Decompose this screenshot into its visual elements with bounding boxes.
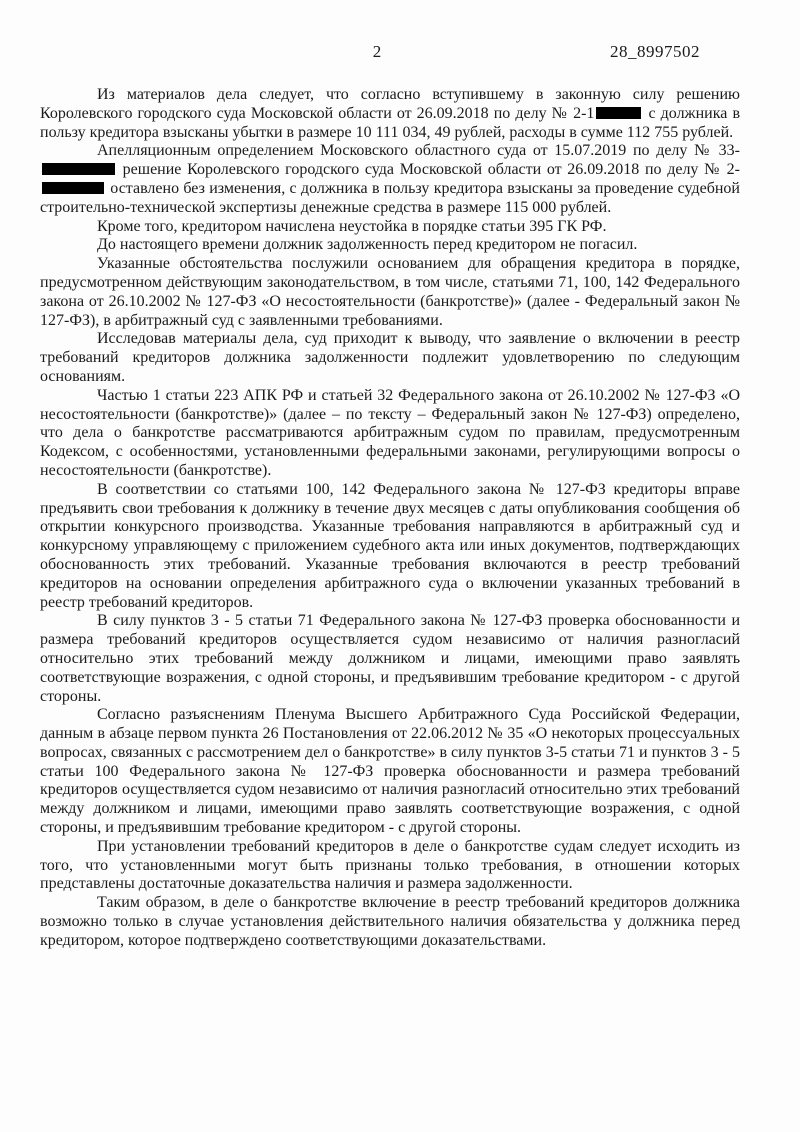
paragraph: До настоящего времени должник задолженность перед кредитором не погасил.: [97, 236, 638, 254]
paragraph: Исследовав материалы дела, суд приходит к выводу, что заявление о включении в реестр требований кредиторов должника задолженности подлежит удовлетворению по следующим основаниям.: [40, 330, 740, 385]
paragraph: Согласно разъяснениям Пленума Высшего Арбитражного Суда Российской Федерации, данным в абзаце первом пункта 26 Постановления от 22.06.2012 № 35 «О некоторых процессуальных вопросах, связанных с рассмотрением дел о банкротстве» в силу пунктов 3-5 статьи 71 и пунктов 3 - 5 статьи 100 Федерального закона № 127-ФЗ проверка обоснованности и размера требований кредиторов осуществляется судом независимо от наличия разногласий относительно этих требований между должником и лицами, имеющими право заявлять соответствующие возражения, с одной стороны, и предъявившим требование кредитором - с другой стороны.: [40, 706, 740, 837]
paragraph: В соответствии со статьями 100, 142 Федерального закона № 127-ФЗ кредиторы вправе предъявить свои требования к должнику в течение двух месяцев с даты опубликования сообщения об открытии конкурсного производства. Указанные требования направляются в арбитражный суд и конкурсному управляющему с приложением судебного акта или иных документов, подтверждающих обоснованность этих требований. Указанные требования включаются в реестр требований кредиторов на основании определения арбитражного суда о включении указанных требований в реестр требований кредиторов.: [40, 480, 740, 611]
paragraph: В силу пунктов 3 - 5 статьи 71 Федерального закона № 127-ФЗ проверка обоснованности и размера требований кредиторов осуществляется судом независимо от наличия разногласий относительно этих требований между должником и лицами, имеющими право заявлять соответствующие возражения, с одной стороны, и предъявившим требование кредитором - с другой стороны.: [40, 612, 740, 705]
paragraph: Кроме того, кредитором начислена неустойка в порядке статьи 395 ГК РФ.: [97, 217, 607, 235]
redaction-box: [596, 107, 641, 119]
paragraph: Указанные обстоятельства послужили основанием для обращения кредитора в порядке, предусмотренном действующим законодательством, в том числе, статьями 71, 100, 142 Федерального закона от 26.10.2002 № 127-ФЗ «О несостоятельности (банкротстве)» (далее - Федеральный закон № 127-ФЗ), в арбитражный суд с заявленными требованиями.: [40, 255, 740, 329]
paragraph: Апелляционным определением Московского областного суда от 15.07.2019 по делу № 33- решение Королевского городского суда Московской области от 26.09.2018 по делу № 2- оставлено без изменения, с должника в пользу кредитора взысканы за проведение судебной строительно-технической экспертизы денежные средства в размере 115 000 рублей.: [40, 142, 740, 216]
page-header: [0, 42, 800, 64]
paragraph: Таким образом, в деле о банкротстве включение в реестр требований кредиторов должника возможно только в случае установления действительного наличия обязательства у должника перед кредитором, которое подтверждено соответствующими доказательствами.: [40, 894, 740, 949]
redaction-box: [42, 163, 115, 175]
paragraph: Из материалов дела следует, что согласно вступившему в законную силу решению Королевского городского суда Московской области от 26.09.2018 по делу № 2-1 с должника в пользу кредитора взысканы убытки в размере 10 111 034, 49 рублей, расходы в сумме 112 755 рублей.: [40, 86, 740, 141]
document-number: 28_8997502: [610, 42, 700, 61]
paragraph: При установлении требований кредиторов в деле о банкротстве судам следует исходить из того, что установленными могут быть признаны только требования, в отношении которых представлены достаточные доказательства наличия и размера задолженности.: [40, 837, 740, 893]
redaction-box: [42, 182, 104, 194]
paragraph: Частью 1 статьи 223 АПК РФ и статьей 32 Федерального закона от 26.10.2002 № 127-ФЗ «О несостоятельности (банкротстве)» (далее – по тексту – Федеральный закон № 127-ФЗ) определено, что дела о банкротстве рассматриваются арбитражным судом по правилам, предусмотренным Кодексом, с особенностями, установленными федеральными законами, регулирующими вопросы о несостоятельности (банкротстве).: [40, 386, 740, 479]
document-body: [40, 86, 740, 951]
page-number: 2: [372, 42, 382, 61]
